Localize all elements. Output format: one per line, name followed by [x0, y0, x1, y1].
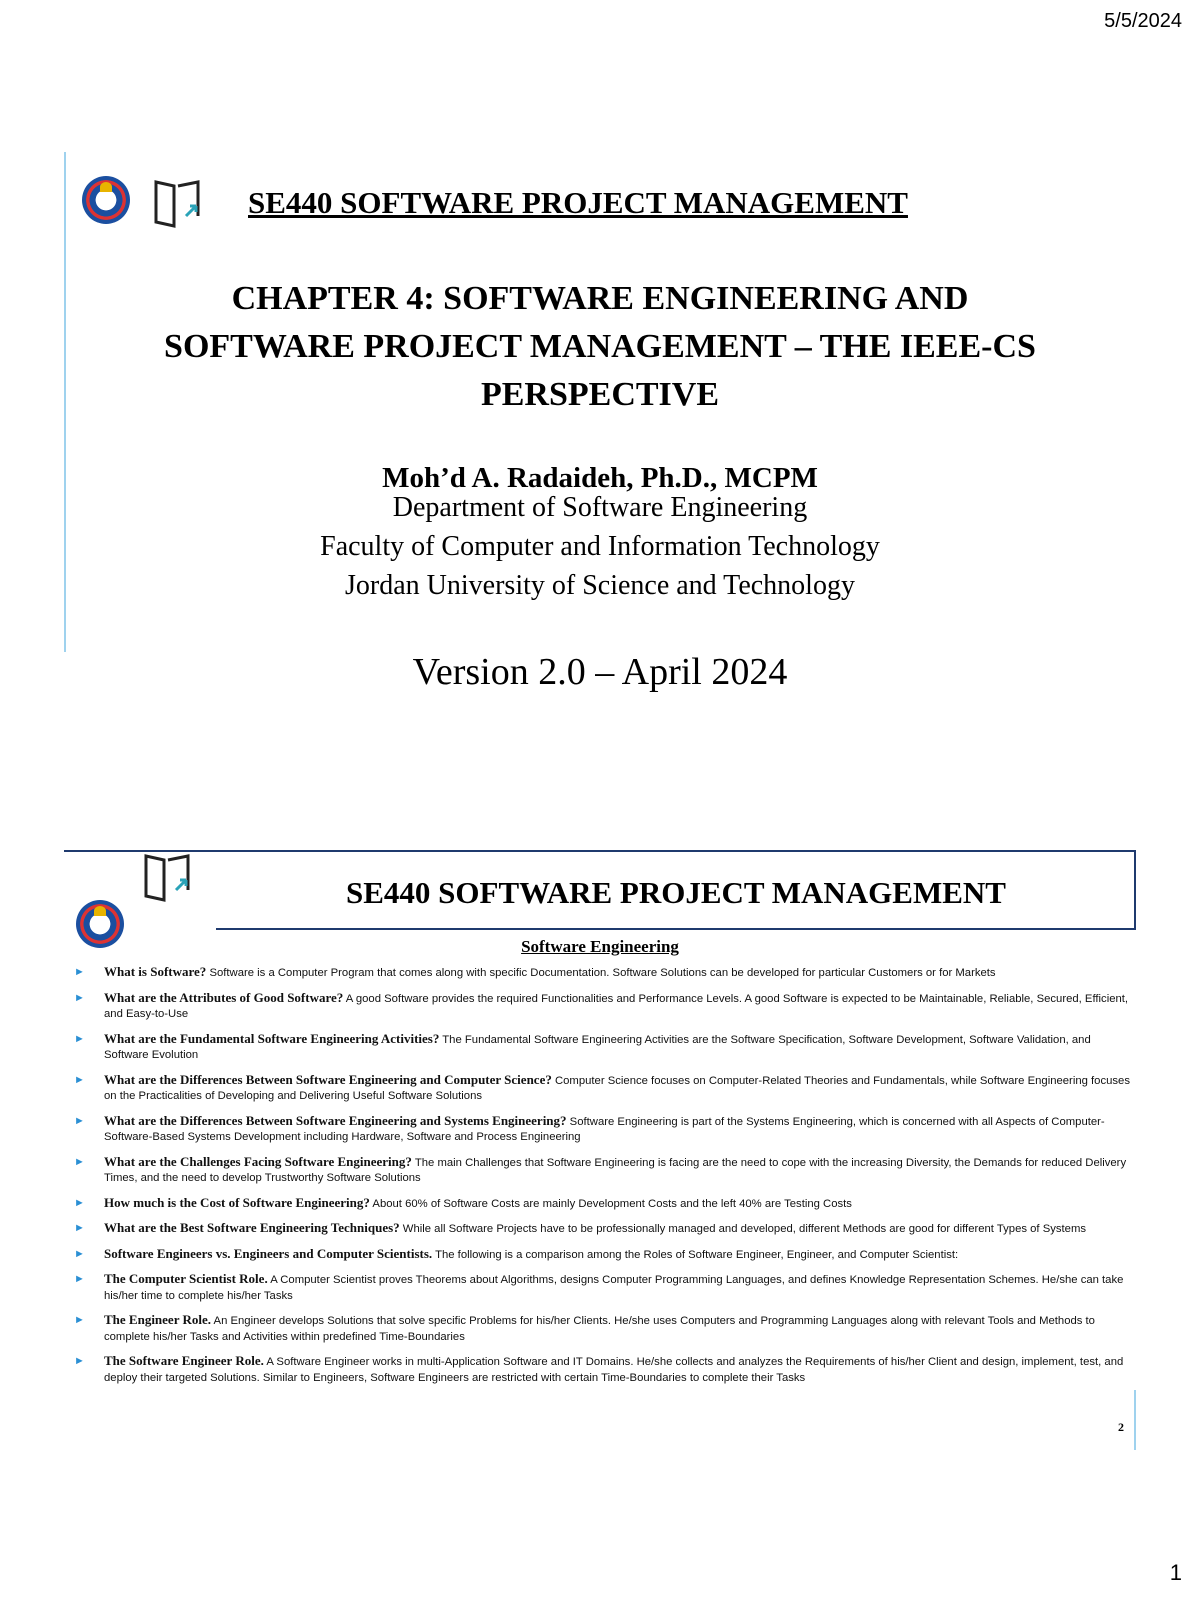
list-item: ► What are the Attributes of Good Software? A good Software provides the required Functionalities and Performance Levels. A good Software is expected to be Maintainable, Reliable, Secured, Efficient, and Easy-to-Use — [74, 989, 1129, 1020]
slide2-slide-number: 2 — [1118, 1420, 1124, 1434]
triangle-bullet-icon: ► — [74, 1273, 85, 1285]
open-book-icon — [140, 850, 194, 902]
triangle-bullet-icon: ► — [74, 991, 85, 1004]
triangle-bullet-icon: ► — [74, 1355, 85, 1367]
list-item: ► The Software Engineer Role. A Software Engineer works in multi-Application Software and IT Domains. He/she collects and analyzes the Requirements of his/her Client and design, implement, test, and deploy their targeted Solutions. Similar to Engineers, Software Engineers are restricted with certain Time-Boundaries to complete their Tasks — [74, 1353, 1124, 1384]
list-item: ► Software Engineers vs. Engineers and Computer Scientists. The following is a comparison among the Roles of Software Engineer, Engineer, and Computer Scientist: — [74, 1245, 959, 1261]
list-item: ► How much is the Cost of Software Engineering? About 60% of Software Costs are mainly Development Costs and the left 40% are Testing Costs — [74, 1194, 852, 1210]
triangle-bullet-icon: ► — [74, 1247, 85, 1260]
slide2-subtitle: Software Engineering — [521, 937, 679, 956]
slide1-department: Department of Software Engineering — [392, 492, 808, 523]
triangle-bullet-icon: ► — [74, 966, 85, 978]
list-item: ► What are the Best Software Engineering Techniques? While all Software Projects have to be professionally managed and developed, different Methods are good for different Types of Systems — [74, 1220, 1087, 1235]
page-number: 1 — [1169, 1560, 1182, 1585]
triangle-bullet-icon: ► — [74, 1155, 85, 1168]
slide2-top-border — [64, 850, 1136, 852]
slide2-right-accent — [1134, 1390, 1136, 1450]
triangle-bullet-icon: ► — [74, 1032, 85, 1045]
open-book-icon — [150, 176, 204, 228]
triangle-bullet-icon: ► — [74, 1196, 85, 1209]
triangle-bullet-icon: ► — [74, 1073, 85, 1086]
page-date: 5/5/2024 — [1104, 10, 1182, 32]
list-item: ► What are the Differences Between Software Engineering and Systems Engineering? Software Engineering is part of the Systems Engineering, which is concerned with all Aspects of Computer-Software-Based Systems Development including Hardware, Software and Process Engineering — [74, 1112, 1105, 1143]
list-item: ► What are the Fundamental Software Engineering Activities? The Fundamental Software Engineering Activities are the Software Specification, Software Development, Software Validation, and Software Evolution — [74, 1030, 1091, 1061]
slide1-course-title: SE440 SOFTWARE PROJECT MANAGEMENT — [248, 185, 908, 220]
university-seal-logo — [82, 176, 130, 224]
triangle-bullet-icon: ► — [74, 1114, 85, 1127]
slide1-version: Version 2.0 – April 2024 — [412, 651, 788, 693]
slide1-university: Jordan University of Science and Technology — [345, 570, 855, 601]
triangle-bullet-icon: ► — [74, 1314, 85, 1326]
slide2-bullet-list — [70, 964, 1130, 1394]
list-item: ► What are the Challenges Facing Software Engineering? The main Challenges that Software Engineering is facing are the need to cope with the increasing Diversity, the Demands for reduced Delivery Times, and the need to develop Trustworthy Software Solutions — [74, 1153, 1127, 1184]
list-item: ► The Engineer Role. An Engineer develops Solutions that solve specific Problems for his/her Clients. He/she uses Computers and Programming Languages along with relevant Tools and Methods to complete his/her Tasks and Activities within predefined Time-Boundaries — [74, 1312, 1095, 1343]
slide2-header-underline — [216, 928, 1136, 930]
slide1-faculty: Faculty of Computer and Information Technology — [320, 531, 880, 562]
slide1-chapter-title: CHAPTER 4: SOFTWARE ENGINEERING AND SOFTWARE PROJECT MANAGEMENT – THE IEEE-CS PERSPECTIVE — [164, 280, 1036, 413]
slide2-course-title: SE440 SOFTWARE PROJECT MANAGEMENT — [346, 875, 1006, 910]
slide1-author: Moh’d A. Radaideh, Ph.D., MCPM — [382, 462, 818, 494]
triangle-bullet-icon: ► — [74, 1222, 85, 1234]
list-item: ► What is Software? Software is a Computer Program that comes along with specific Documentation. Software Solutions can be developed for particular Customers or for Markets — [74, 964, 996, 979]
list-item: ► What are the Differences Between Software Engineering and Computer Science? Computer Science focuses on Computer-Related Theories and Fundamentals, while Software Engineering focuses on the Practicalities of Developing and Delivering Useful Software Solutions — [74, 1071, 1130, 1102]
list-item: ► The Computer Scientist Role. A Computer Scientist proves Theorems about Algorithms, designs Computer Programming Languages, and defines Knowledge Representation Schemes. He/she can take his/her time to complete his/her Tasks — [74, 1271, 1124, 1302]
